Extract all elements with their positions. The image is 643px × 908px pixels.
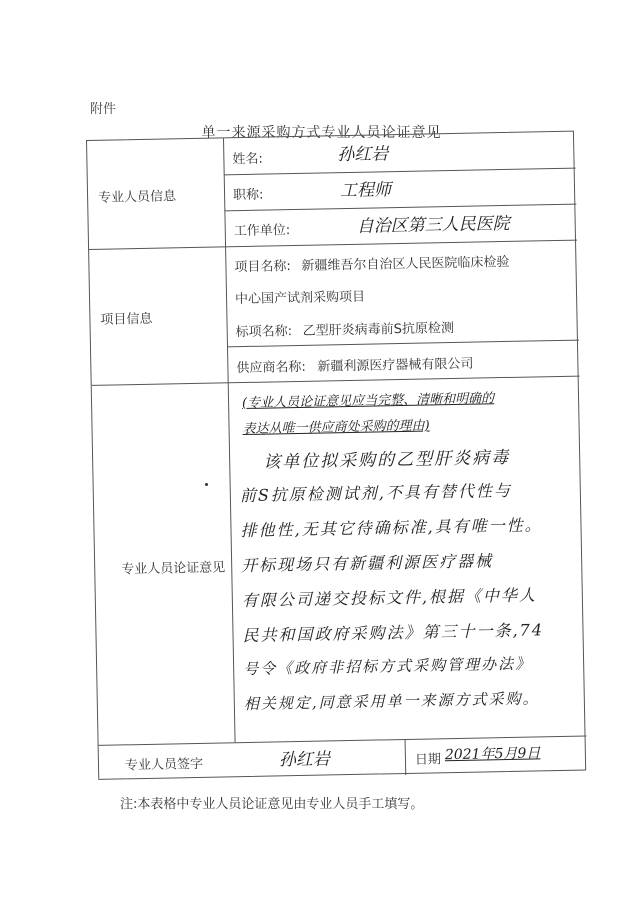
rank-label: 职称: (232, 187, 264, 204)
name-value: 孙红岩 (337, 144, 389, 166)
project-name-line1: 新疆维吾尔自治区人民医院临床检验 (301, 254, 510, 274)
ink-speck (205, 483, 208, 486)
row-divider (224, 168, 576, 176)
opinion-instruction-line2: 表达从唯一供应商处采购的理由) (242, 418, 430, 438)
row-divider (227, 340, 579, 348)
opinion-handwritten-line: 号令《政府非招标方式采购管理办法》 (243, 654, 533, 679)
opinion-section-label: 专业人员论证意见 (121, 560, 226, 578)
project-name-line2: 中心国产试剂采购项目 (234, 289, 366, 308)
opinion-handwritten-line: 开标现场只有新疆利源医疗器械 (241, 551, 494, 576)
date-divider (405, 739, 407, 775)
opinion-handwritten-line: 该单位拟采购的乙型肝炎病毒 (263, 447, 511, 473)
supplier-value: 新疆利源医疗器械有限公司 (317, 356, 474, 375)
supplier-label: 供应商名称: (236, 359, 306, 377)
section-divider (92, 376, 580, 386)
opinion-handwritten-line: 前S抗原检测试剂,不具有替代性与 (239, 480, 513, 506)
employer-label: 工作单位: (233, 223, 291, 240)
document-title: 单一来源采购方式专业人员论证意见 (201, 125, 442, 141)
opinion-instruction-line1: (专业人员论证意见应当完整、清晰和明确的 (241, 391, 495, 412)
date-label: 日期 (414, 752, 442, 768)
lot-name-value: 乙型肝炎病毒前S抗原检测 (302, 320, 455, 339)
employer-value: 自治区第三人民医院 (356, 213, 510, 237)
opinion-form-table (86, 131, 586, 780)
opinion-handwritten-line: 相关规定,同意采用单一来源方式采购。 (243, 689, 540, 714)
name-label: 姓名: (232, 151, 263, 168)
personnel-section-label: 专业人员信息 (97, 189, 177, 206)
opinion-handwritten-line: 有限公司递交投标文件,根据《中华人 (241, 585, 538, 611)
project-name-label: 项目名称: (234, 259, 292, 276)
signature-value: 孙红岩 (278, 749, 331, 771)
lot-name-label: 标项名称: (235, 324, 293, 341)
project-section-label: 项目信息 (100, 311, 153, 328)
footnote: 注:本表格中专业人员论证意见由专业人员手工填写。 (120, 797, 424, 812)
date-value: 2021年5月9日 (444, 745, 541, 764)
rank-value: 工程师 (339, 180, 392, 202)
signature-label: 专业人员签字 (124, 756, 204, 774)
opinion-handwritten-line: 民共和国政府采购法》第三十一条,74 (242, 620, 545, 646)
attachment-label: 附件 (90, 102, 117, 117)
section-divider (89, 240, 577, 250)
opinion-handwritten-line: 排他性,无其它待确标准,具有唯一性。 (240, 515, 543, 541)
